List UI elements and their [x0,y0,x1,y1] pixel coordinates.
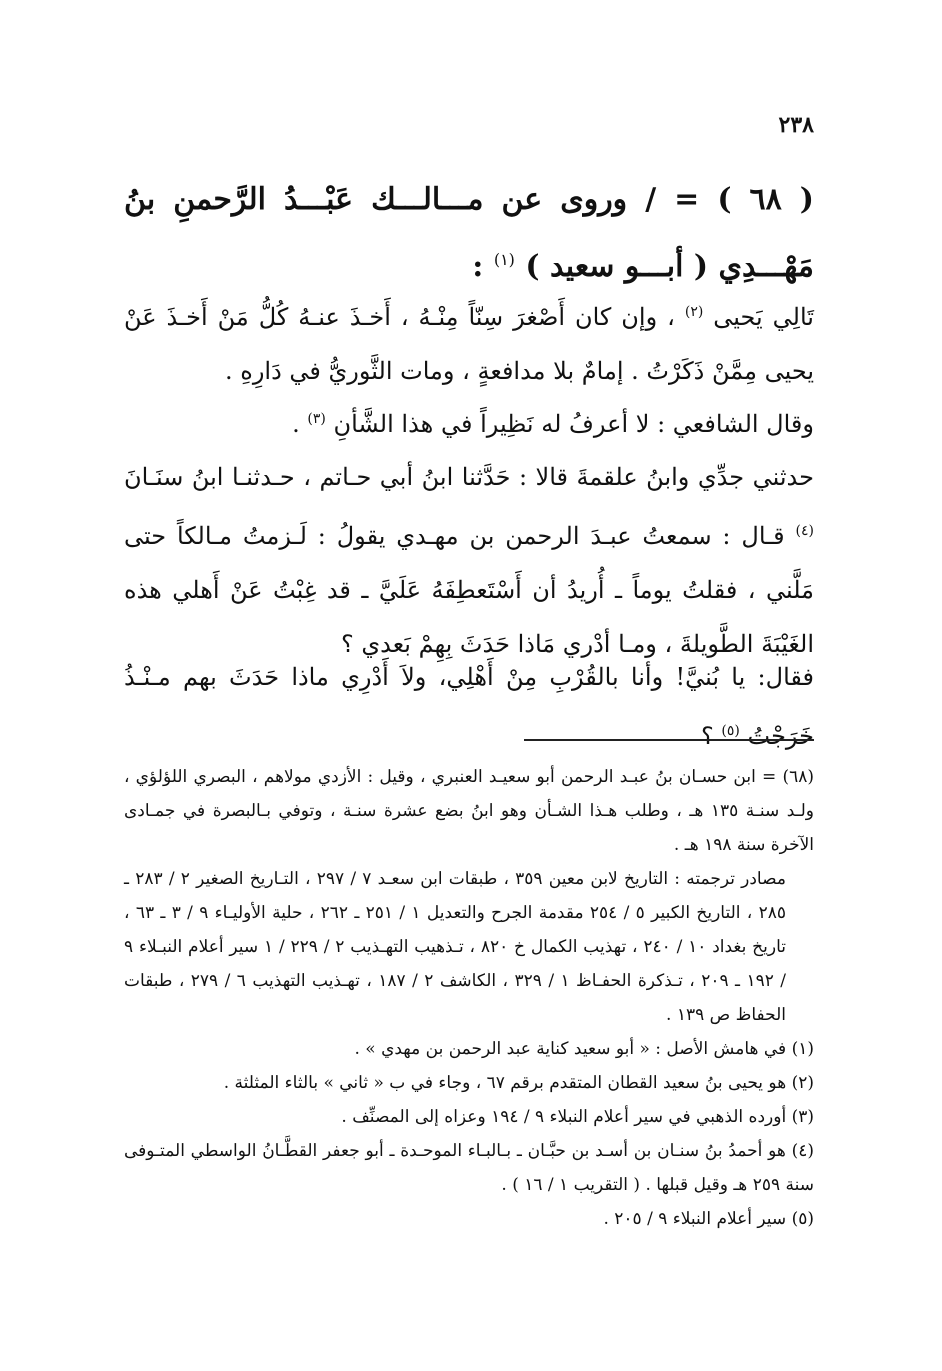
footnote-ref-3: (٣) [307,411,326,427]
footnote-divider [524,739,814,741]
paragraph-3-part-1: حدثني جدِّي وابنُ علقمةَ قالا : حَدَّثنا ابنُ أبي حـاتم ، حـدثنـا ابنُ سنَـانَ [124,463,814,491]
footnote-68-sources: مصادر ترجمته : التاريخ لابن معين ٣٥٩ ، طبقات ابن سعـد ٧ / ٢٩٧ ، التـاريخ الصغير ٢ / ٢٨٣ ـ ٢٨٥ ، التاريخ الكبير ٥ / ٢٥٤ مقدمة الجرح والتعديل ١ / ٢٥١ ـ ٢٦٢ ، حلية الأوليـاء ٩ / ٣ ـ ٦٣ ، تاريخ بغداد ١٠ / ٢٤٠ ، تهذيب الكمال خ ٨٢٠ ، تـذهيب التهـذيب ٢ / ٢٢٩ / ١ سير أعلام النبـلاء ٩ / ١٩٢ ـ ٢٠٩ ، تـذكرة الحفـاظ ١ / ٣٢٩ ، الكاشف ٢ / ١٨٧ ، تهـذيب التهذيب ٦ / ٢٧٩ ، طبقات الحفاظ ص ١٣٩ . [124,869,787,1025]
page-number: ٢٣٨ [778,112,814,138]
paragraph-1-part-2: ، وإن كان أَصْغرَ سِنّاً مِنْـهُ ، أَخـذَ عنـهُ كُلُّ مَنْ أَخـذَ عَنْ يحيى مِمَّنْ ذَكَرْتُ . إمامٌ بلا مدافعةٍ ، ومات الثَّوريُّ في دَارِهِ . [124,303,814,385]
paragraph-4-part-1: فقال: يا بُنيَّ! وأنا بالقُرْبِ مِنْ أَهْلِي، ولاَ أَدْرِي ماذا حَدَثَ بهم مـنْـذُ خَرَجْتُ [124,663,814,750]
paragraph-2-part-1: وقال الشافعي : لا أعرفُ له نَظِيراً في هذا الشَّأنِ [333,410,814,438]
entry-heading [124,170,814,297]
paragraph-2-part-2: . [292,410,300,438]
entry-heading-text: ( ٦٨ ) = / وروى عن مـــالـــك عَبْـــدُ الرَّحمنِ بنُ مَهْـــدِي ( أبـــو سعيد ) [124,182,814,284]
footnote-ref-2: (٢) [684,304,704,320]
footnote-ref-4: (٤) [795,523,814,539]
paragraph-3 [124,450,814,671]
footnote-68-bio: (٦٨) = ابن حسـان بنُ عبـد الرحمن أبو سعيـد العنبري ، وقيل : الأزدي مولاهم ، البصري اللؤلؤي ، ولـد سنـة ١٣٥ هـ ، وطلب هـذا الشـأن وهو ابنُ بضع عشرة سنـة ، وتوفي بـالبصرة في جمـادى الآخرة سنة ١٩٨ هـ . [124,767,815,855]
heading-suffix: : [472,249,484,284]
footnote-ref-5: (٥) [721,723,740,739]
footnote-1: (١) في هامش الأصل : « أبو سعيد كناية عبد الرحمن بن مهدي » . [354,1039,814,1059]
paragraph-1-part-1: تَالِي يَحيى [713,303,814,331]
paragraph-4 [124,650,814,763]
footnotes-section [124,760,814,1236]
footnote-3: (٣) أورده الذهبي في سير أعلام النبلاء ٩ / ١٩٤ وعزاه إلى المصنِّف . [341,1107,814,1127]
footnote-2: (٢) هو يحيى بنُ سعيد القطان المتقدم برقم ٦٧ ، وجاء في ب « ثاني » بالثاء المثلثة . [223,1073,814,1093]
paragraph-4-part-2: ؟ [701,722,714,750]
heading-footnote-ref: (١) [493,250,515,269]
footnote-5: (٥) سير أعلام النبلاء ٩ / ٢٠٥ . [603,1209,814,1229]
paragraph-2 [124,392,814,451]
paragraph-1 [124,285,814,398]
paragraph-3-part-2: قـال : سمعتُ عبـدَ الرحمن بن مهـدي يقولُ : لَـزمتُ مـالكاً حتى مَلَّني ، فقلتُ يوماً ـ أُريدُ أن أَسْتَعطِفَهُ عَلَيَّ ـ قد غِبْتُ عَنْ أَهلي هذه الغَيْبَةَ الطَّويلةَ ، ومـا أدْري مَاذا حَدَثَ بِهِمْ بَعدي ؟ [124,522,814,658]
footnote-4: (٤) هو أحمدُ بنُ سنـان بن أسـد بن حبَّـان ـ بـالبـاء الموحـدة ـ أبو جعفر القطَّـانُ الواسطي المتـوفى سنة ٢٥٩ هـ وقيل قبلها . ( التقريب ١ / ١٦ ) . [124,1141,814,1195]
